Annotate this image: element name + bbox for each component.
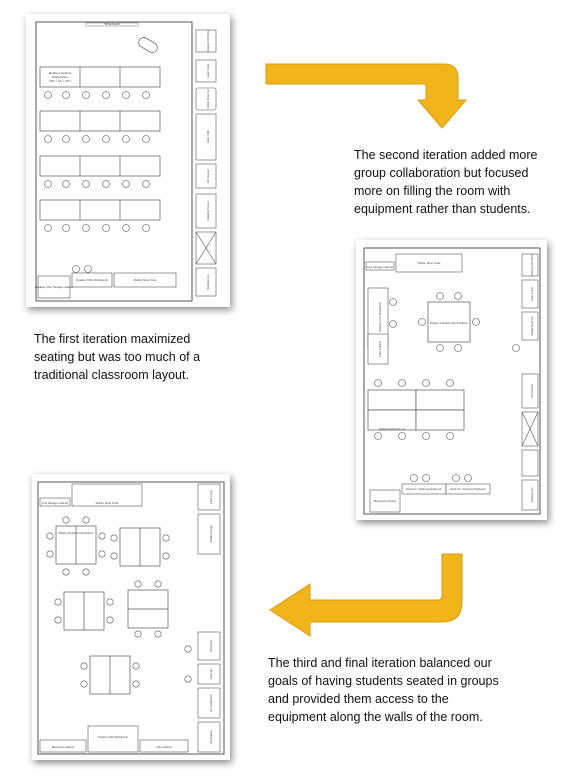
svg-text:Lathe / Mill: Lathe / Mill xyxy=(207,130,210,144)
arrow-to-third-iteration xyxy=(262,550,472,640)
svg-text:Laser Cutter: Laser Cutter xyxy=(531,286,534,302)
svg-text:(60" x 24" x 30"): (60" x 24" x 30") xyxy=(49,79,71,83)
svg-text:Mobile Tool Bench Workbench: Mobile Tool Bench Workbench xyxy=(58,532,94,535)
svg-text:Laser Cutter: Laser Cutter xyxy=(210,489,213,505)
svg-text:3D Scanner: 3D Scanner xyxy=(210,730,213,744)
svg-text:Desktop CNC Workbench: Desktop CNC Workbench xyxy=(76,278,108,282)
plan1-whiteboard-label: Whiteboard xyxy=(104,22,120,26)
svg-text:3D Scanner: 3D Scanner xyxy=(531,384,534,398)
svg-text:Shop Vac: Shop Vac xyxy=(210,668,213,680)
svg-text:Mobile Workbench x 4: Mobile Workbench x 4 xyxy=(379,428,405,431)
svg-text:CNC Cabinet: CNC Cabinet xyxy=(156,746,172,749)
svg-text:Desktop 3D Printer: Desktop 3D Printer xyxy=(207,30,210,52)
plan1-wall-equipment xyxy=(196,30,216,296)
svg-text:Desktop CNC Workbench: Desktop CNC Workbench xyxy=(98,736,128,739)
svg-text:Air Compressor: Air Compressor xyxy=(210,693,213,713)
svg-text:Tool Storage Cabinet: Tool Storage Cabinet xyxy=(41,501,69,505)
svg-text:Soldering Station: Soldering Station xyxy=(207,201,210,221)
svg-text:Electronics Cabinet: Electronics Cabinet xyxy=(373,500,397,503)
svg-text:Electronic / Soldering Workben: Electronic / Soldering Workbench xyxy=(450,488,486,491)
svg-text:Mobile Storage: Mobile Storage xyxy=(210,525,213,543)
plan1-table-label: Mobile 2 Student xyxy=(48,71,72,75)
floor-plan-iteration-1 xyxy=(26,14,230,307)
svg-text:Mobile Shop Vac: Mobile Shop Vac xyxy=(207,89,210,109)
floor-plan-iteration-3 xyxy=(32,474,230,760)
svg-text:Desktop CNC Storage Cabinet: Desktop CNC Storage Cabinet xyxy=(34,285,74,289)
svg-text:Welding Cart: Welding Cart xyxy=(531,487,534,503)
svg-text:Mobile Shop Tools: Mobile Shop Tools xyxy=(95,501,119,505)
svg-text:Workstation: Workstation xyxy=(52,75,68,79)
svg-text:Tool Storage Cabinet: Tool Storage Cabinet xyxy=(366,265,394,269)
svg-text:Desktop 3D Printer: Desktop 3D Printer xyxy=(531,254,534,276)
svg-text:3D Printer: 3D Printer xyxy=(210,640,213,652)
caption-first-iteration: The first iteration maximized seating but was too much of a traditional classroom layout. xyxy=(34,332,201,382)
arrow-to-second-iteration xyxy=(262,56,472,134)
svg-text:Mobile Shop Tools: Mobile Shop Tools xyxy=(417,261,441,265)
svg-text:Electronics Cabinet: Electronics Cabinet xyxy=(51,746,75,749)
caption-third-iteration: The third and final iteration balanced our goals of having students seated in groups and provided them access to the equipment along the walls of the room. xyxy=(268,656,499,724)
plan1-table-rows xyxy=(40,67,160,220)
svg-text:Laser Cutter: Laser Cutter xyxy=(207,63,210,79)
svg-text:Mobile 4 Student Work Station: Mobile 4 Student Work Station xyxy=(430,321,468,325)
svg-text:Electronic / Soldering Workben: Electronic / Soldering Workbench xyxy=(406,488,442,491)
caption-second-iteration: The second iteration added more group collaboration but focused more on filling the room with equipment rather than students. xyxy=(354,148,538,216)
svg-text:Desktop CNC Workbench: Desktop CNC Workbench xyxy=(379,302,382,332)
svg-text:3D Scanner: 3D Scanner xyxy=(207,169,210,183)
svg-text:Welding Cart: Welding Cart xyxy=(207,274,210,290)
floor-plan-iteration-2 xyxy=(356,240,547,520)
svg-text:Lathe Cabinet: Lathe Cabinet xyxy=(379,340,382,358)
svg-text:Mobile Shop Tools: Mobile Shop Tools xyxy=(133,278,157,282)
svg-text:Mobile Shop Vac: Mobile Shop Vac xyxy=(531,316,534,336)
